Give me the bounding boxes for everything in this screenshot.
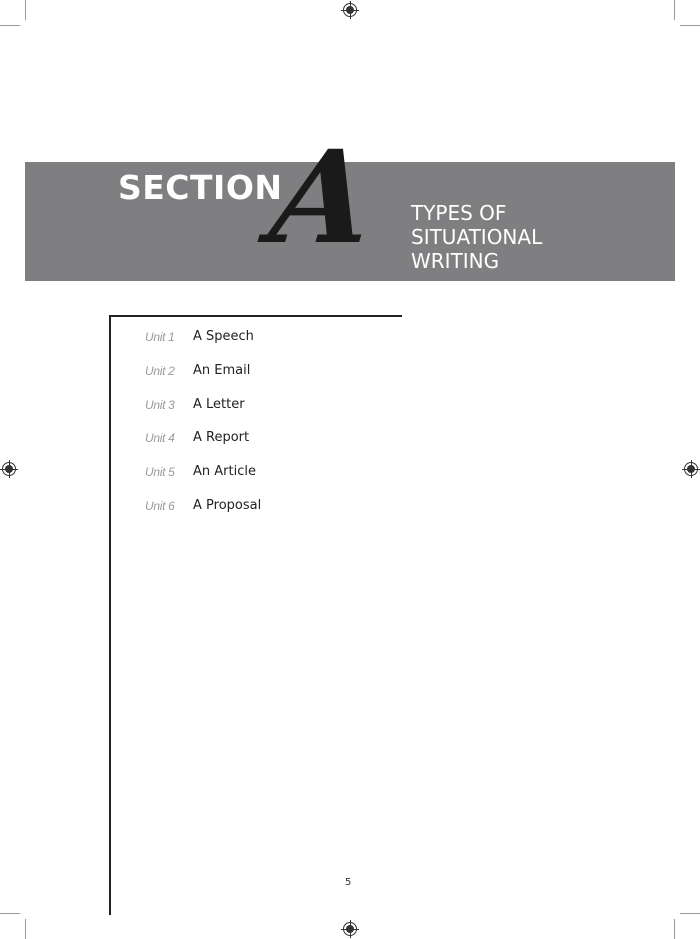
unit-label: Unit 3 <box>145 397 175 412</box>
crop-mark <box>680 25 700 26</box>
section-title-line: WRITING <box>411 249 500 273</box>
crop-mark <box>0 25 20 26</box>
unit-title: A Report <box>193 430 250 446</box>
section-word: SECTION <box>118 168 283 207</box>
unit-title: A Speech <box>193 329 254 344</box>
section-title-line: TYPES OF <box>411 201 507 225</box>
crop-mark <box>674 0 675 20</box>
registration-mark-icon <box>343 3 357 17</box>
registration-mark-icon <box>684 462 698 476</box>
unit-title: A Letter <box>193 396 245 412</box>
crop-mark <box>0 913 20 914</box>
unit-title: An Email <box>193 362 251 378</box>
registration-mark-icon <box>343 922 357 936</box>
unit-label: Unit 4 <box>145 431 175 446</box>
section-title <box>411 201 631 273</box>
unit-label: Unit 5 <box>145 465 175 480</box>
section-title-line: SITUATIONAL <box>411 225 543 249</box>
crop-mark <box>25 919 26 939</box>
crop-mark <box>680 913 700 914</box>
unit-title: An Article <box>193 464 256 480</box>
unit-label: Unit 2 <box>145 363 175 378</box>
crop-mark <box>25 0 26 20</box>
section-letter: A <box>264 123 380 273</box>
contents-side-rule <box>109 315 111 915</box>
unit-label: Unit 6 <box>145 498 175 513</box>
unit-title: A Proposal <box>193 497 262 513</box>
contents-top-rule <box>110 315 402 317</box>
registration-mark-icon <box>2 462 16 476</box>
unit-label: Unit 1 <box>145 330 175 344</box>
page-number: 5 <box>345 877 352 888</box>
crop-mark <box>674 919 675 939</box>
